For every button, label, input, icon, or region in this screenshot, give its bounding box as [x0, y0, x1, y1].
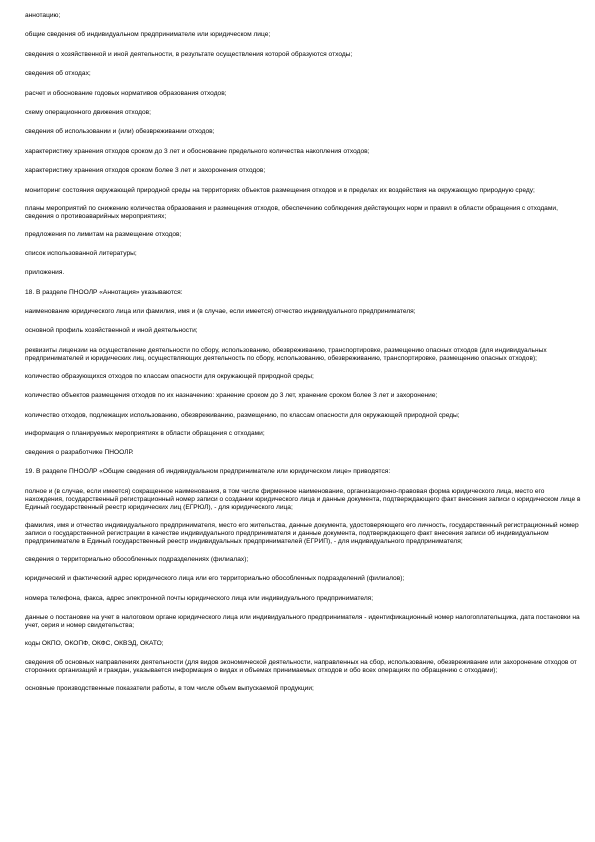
section-19-heading: 19. В разделе ПНООЛР «Общие сведения об индивидуальном предпринимателе или юридическом лице» приводятся: — [25, 468, 391, 476]
paragraph-annual-norms: расчет и обоснование годовых нормативов образования отходов; — [25, 89, 227, 97]
paragraph-annotation: аннотацию; — [25, 12, 61, 19]
paragraph-planned-measures: информация о планируемых мероприятиях в области обращения с отходами; — [25, 429, 265, 437]
paragraph-developer-info: сведения о разработчике ПНООЛР. — [25, 449, 134, 457]
paragraph-storage-under-3-years: характеристику хранения отходов сроком до 3 лет и обоснование предельного количества накопления отходов; — [25, 147, 370, 155]
paragraph-contacts: номера телефона, факса, адрес электронной почты юридического лица или индивидуального предпринимателя; — [25, 594, 374, 602]
paragraph-operational-scheme: схему операционного движения отходов; — [25, 108, 151, 116]
paragraph-license-details: реквизиты лицензии на осуществление деятельности по сбору, использованию, обезвреживанию, транспортировке, размещению опасных отходов (для индивидуальных предпринимателей и юридических лиц, осуществляющих деятельность по сбору, использованию, обезвреживанию, транспортировке, размещению опасных отходов); — [25, 346, 547, 362]
section-18-heading: 18. В разделе ПНООЛР «Аннотация» указываются: — [25, 288, 183, 296]
paragraph-main-profile: основной профиль хозяйственной и иной деятельности; — [25, 327, 198, 335]
paragraph-branches: сведения о территориально обособленных подразделениях (филиалах); — [25, 555, 249, 563]
paragraph-entrepreneur-details: фамилия, имя и отчество индивидуального предпринимателя, место его жительства, данные документа, удостоверяющего его личность, государственный регистрационный номер записи о государственной регистрации в качестве индивидуального предпринимателя и данные документа, подтверждающего факт внесения записи об индивидуальном предпринимателе в Единый государственный реестр индивидуальных предпринимателей (ЕГРИП), - для индивидуального предпринимателя; — [25, 521, 579, 545]
paragraph-entity-name: наименование юридического лица или фамилия, имя и (в случае, если имеется) отчество индивидуального предпринимателя; — [25, 308, 416, 316]
paragraph-monitoring: мониторинг состояния окружающей природной среды на территориях объектов размещения отходов и в пределах их воздействия на окружающую природную среду; — [25, 186, 535, 194]
paragraph-tax-registration: данные о постановке на учет в налоговом органе юридического лица или индивидуального предпринимателя - идентификационный номер налогоплательщика, дата постановки на учет, серия и номер свидетельства; — [25, 613, 580, 629]
paragraph-codes: коды ОКПО, ОКОПФ, ОКФС, ОКВЭД, ОКАТО; — [25, 639, 164, 647]
paragraph-use-neutralization: сведения об использовании и (или) обезвреживании отходов; — [25, 128, 215, 136]
paragraph-legal-entity-details: полное и (в случае, если имеется) сокращенное наименования, в том числе фирменное наименование, организационно-правовая форма юридического лица, место его нахождения, государственный регистрационный номер записи о создании юридического лица и данные документа, подтверждающего факт внесения записи о юридическом лице в Единый государственный реестр юридических лиц (ЕГРЮЛ), - для юридического лица; — [25, 487, 581, 511]
paragraph-references: список использованной литературы; — [25, 249, 137, 257]
paragraph-general-info: общие сведения об индивидуальном предпринимателе или юридическом лице; — [25, 31, 271, 39]
paragraph-waste-info: сведения об отходах; — [25, 70, 91, 78]
paragraph-storage-over-3-years: характеристику хранения отходов сроком более 3 лет и захоронения отходов; — [25, 167, 266, 175]
paragraph-limit-proposals: предложения по лимитам на размещение отходов; — [25, 230, 182, 238]
paragraph-appendices: приложения. — [25, 269, 65, 277]
paragraph-production-indicators: основные производственные показатели работы, в том числе объем выпускаемой продукции; — [25, 685, 314, 693]
paragraph-economic-activity: сведения о хозяйственной и иной деятельности, в результате осуществления которой образуются отходы; — [25, 50, 353, 58]
paragraph-addresses: юридический и фактический адрес юридического лица или его территориально обособленных подразделений (филиалов); — [25, 575, 405, 583]
paragraph-waste-quantity: количество образующихся отходов по классам опасности для окружающей природной среды; — [25, 372, 314, 380]
paragraph-action-plans: планы мероприятий по снижению количества образования и размещения отходов, обеспечению соблюдения действующих норм и правил в области обращения с отходами, сведения о противоаварийных мероприятиях; — [25, 204, 558, 220]
paragraph-waste-for-processing: количество отходов, подлежащих использованию, обезвреживанию, размещению, по классам опасности для окружающей природной среды; — [25, 411, 460, 419]
paragraph-activity-directions: сведения об основных направлениях деятельности (для видов экономической деятельности, направленных на сбор, использование, обезвреживание или захоронение отходов от сторонних организаций и граждан, указывается информация о видах и объемах принимаемых отходов и обо всех операциях по обращению с отходами); — [25, 659, 577, 675]
paragraph-disposal-objects: количество объектов размещения отходов по их назначению: хранение сроком до 3 лет, хранение сроком более 3 лет и захоронение; — [25, 392, 438, 400]
